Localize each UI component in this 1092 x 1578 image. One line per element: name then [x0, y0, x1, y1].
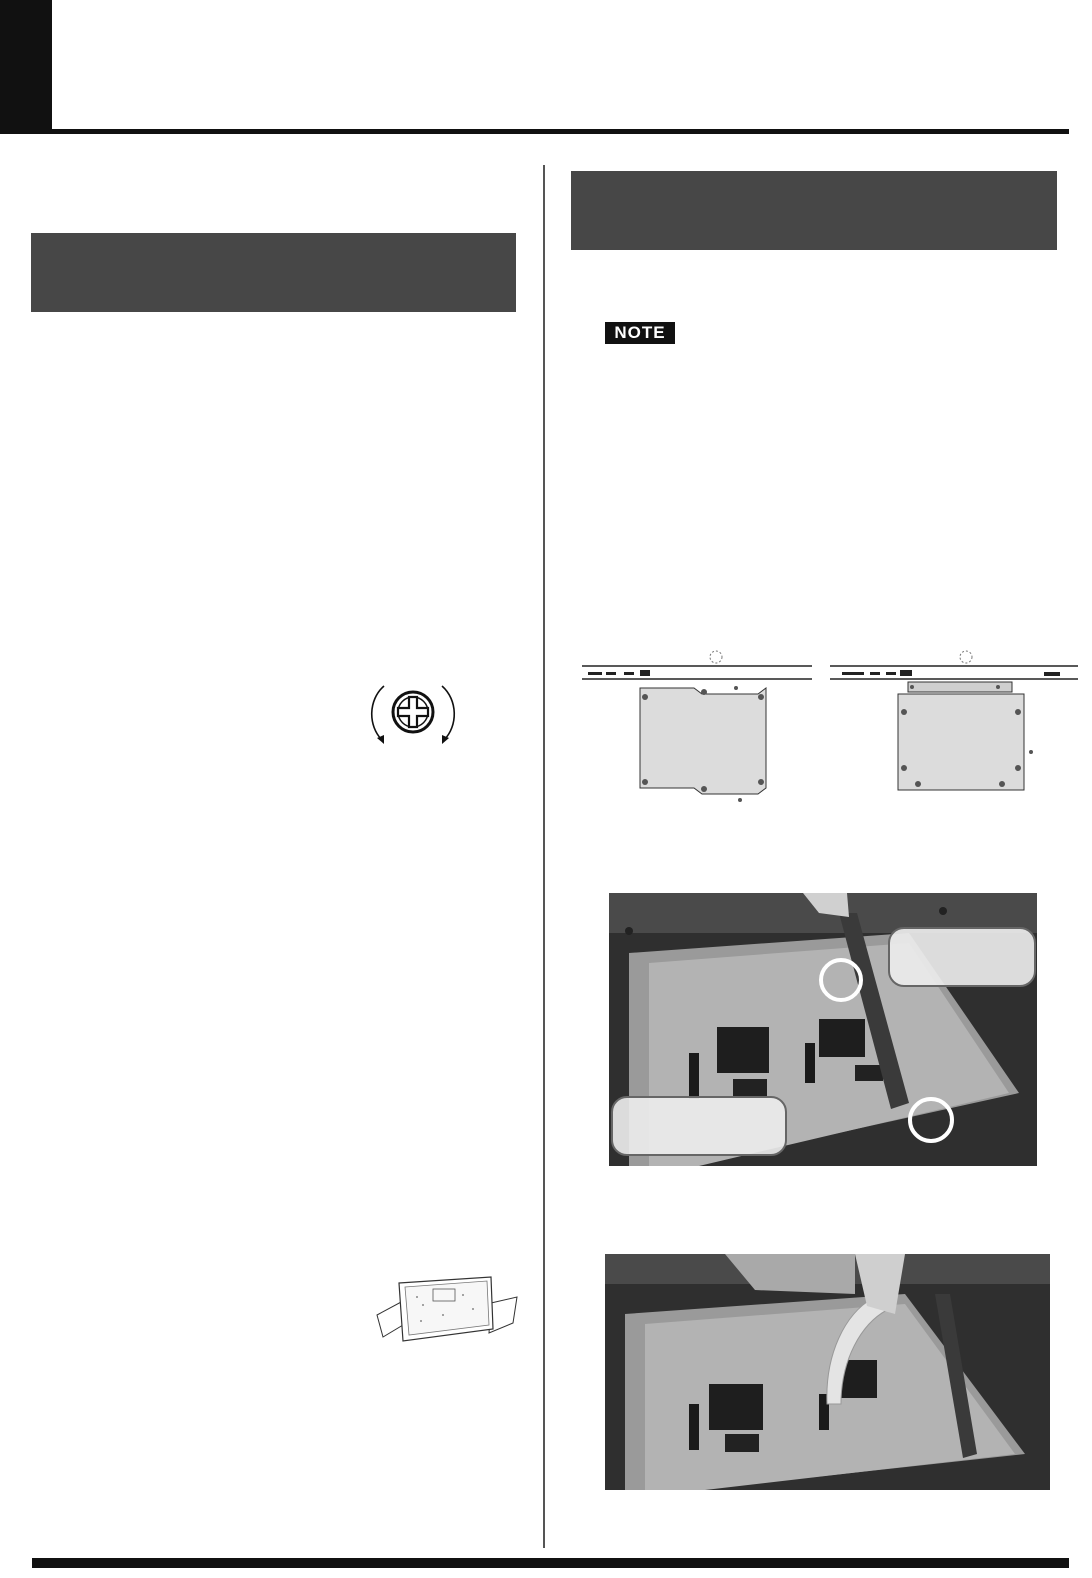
section-heading-bar-left: [31, 233, 516, 312]
circuit-board-photo-cable: [605, 1254, 1050, 1490]
callout-bubble-top: [888, 927, 1036, 987]
header-rule: [52, 129, 1069, 134]
column-divider: [543, 165, 545, 1548]
phillips-screw-icon: [362, 678, 464, 750]
bottom-panel-diagram-alt: [826, 646, 1082, 810]
section-heading-bar-right: [571, 171, 1057, 250]
bottom-panel-diagram: [578, 646, 816, 810]
note-badge: NOTE: [605, 322, 675, 344]
expansion-board-illustration: [373, 1275, 519, 1351]
callout-bubble-bottom: [611, 1096, 787, 1156]
chapter-tab: [0, 0, 52, 134]
footer-rule: [32, 1558, 1069, 1568]
